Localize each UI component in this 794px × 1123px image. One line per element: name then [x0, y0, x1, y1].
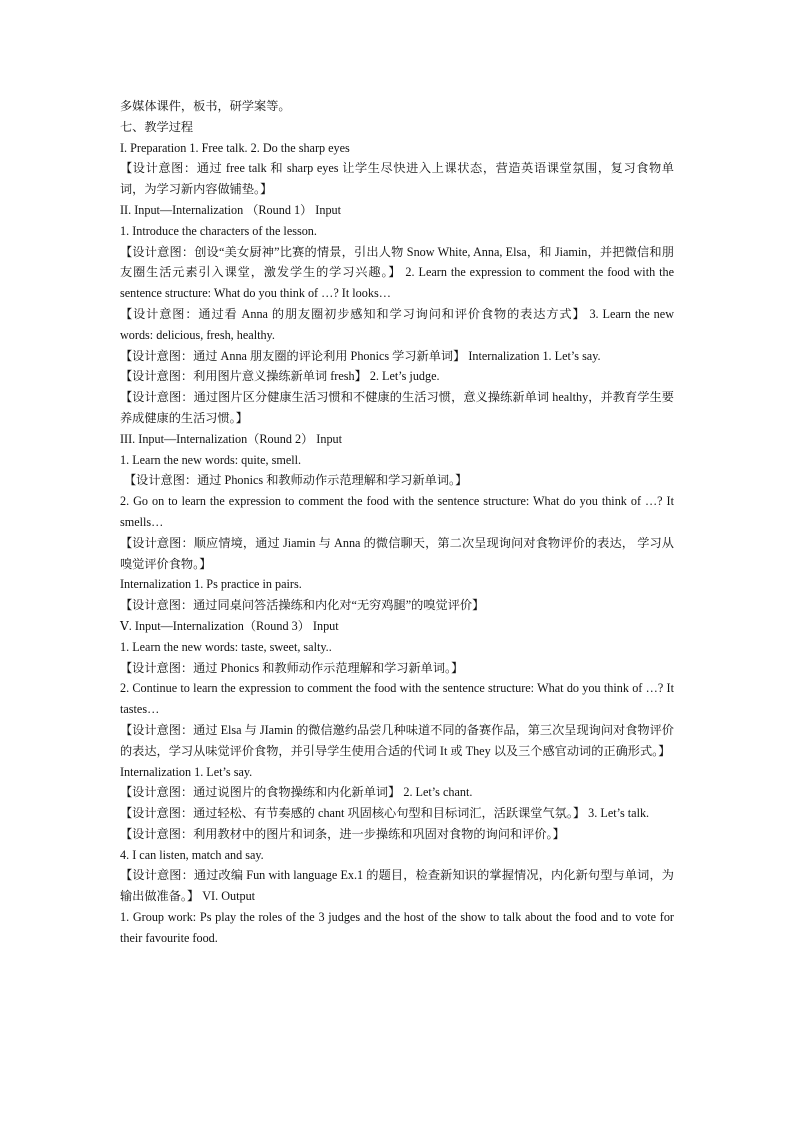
- step-smells: 2. Go on to learn the expression to comment the food with the sentence structure: What do you think of …? It smells…: [120, 494, 674, 529]
- design-intent-1: 【设计意图：通过 free talk 和 sharp eyes 让学生尽快进入上课状态，营造英语课堂氛围，复习食物单词，为学习新内容做铺垫。】: [120, 161, 674, 197]
- design-intent-5: 【设计意图：利用图片意义操练新单词 fresh】 2. Let’s judge.: [120, 369, 440, 384]
- step-tastes: 2. Continue to learn the expression to comment the food with the sentence structure: What do you think of …? It tastes…: [120, 681, 674, 717]
- step-learn-taste: 1. Learn the new words: taste, sweet, salty..: [120, 639, 332, 654]
- design-intent-11: 【设计意图：通过 Elsa 与 JIamin 的微信邀约品尝几种味道不同的备赛作品，第三次呈现询问对食物评价的表达，学习从味觉评价食物，并引导学生使用合适的代词 It 或 They 以及三个感官动词的正确形式。】: [120, 722, 674, 758]
- document-body: [120, 96, 674, 949]
- section-heading-teaching-process: 七、教学过程: [120, 119, 194, 134]
- design-intent-8: 【设计意图：顺应情境，通过 Jiamin 与 Anna 的微信聊天，第二次呈现询问对食物评价的表达， 学习从嗅觉评价食物。】: [120, 535, 674, 571]
- design-intent-10: 【设计意图：通过 Phonics 和教师动作示范理解和学习新单词。】: [120, 660, 464, 675]
- step-group-work: 1. Group work: Ps play the roles of the 3 judges and the host of the show to talk about the food and to vote for their favourite food.: [120, 910, 674, 945]
- stage-round-3: Ⅴ. Input—Internalization（Round 3） Input: [120, 618, 339, 633]
- step-lets-say: Internalization 1. Let’s say.: [120, 764, 253, 779]
- stage-round-1: II. Input—Internalization （Round 1） Input: [120, 202, 342, 217]
- step-learn-quite-smell: 1. Learn the new words: quite, smell.: [120, 452, 302, 467]
- design-intent-14: 【设计意图：利用教材中的图片和词条，进一步操练和巩固对食物的询问和评价。】: [120, 826, 565, 841]
- design-intent-6: 【设计意图：通过图片区分健康生活习惯和不健康的生活习惯，意义操练新单词 healthy，并教育学生要养成健康的生活习惯。】: [120, 390, 674, 425]
- design-intent-2: 【设计意图：创设“美女厨神”比赛的情景，引出人物 Snow White, Anna, Elsa，和 Jiamin，并把微信和朋友圈生活元素引入课堂，激发学生的学习兴趣。】 2. Learn the expression to comment the food with the sentence structure: What do you think of …? It looks…: [120, 244, 674, 301]
- design-intent-4: 【设计意图：通过 Anna 朋友圈的评论利用 Phonics 学习新单词】 Internalization 1. Let’s say.: [120, 348, 601, 363]
- step-listen-match-say: 4. I can listen, match and say.: [120, 847, 264, 862]
- step-practice-pairs: Internalization 1. Ps practice in pairs.: [120, 577, 302, 592]
- design-intent-7: 【设计意图：通过 Phonics 和教师动作示范理解和学习新单词。】: [124, 473, 468, 488]
- materials-line: 多媒体课件，板书，研学案等。: [120, 99, 291, 113]
- design-intent-15: 【设计意图：通过改编 Fun with language Ex.1 的题目，检查新知识的掌握情况，内化新句型与单词，为输出做准备。】 VI. Output: [120, 868, 674, 904]
- stage-round-2: III. Input—Internalization（Round 2） Input: [120, 431, 343, 446]
- design-intent-3: 【设计意图：通过看 Anna 的朋友圈初步感知和学习询问和评价食物的表达方式】 3. Learn the new words: delicious, fresh, healthy.: [120, 306, 674, 342]
- design-intent-9: 【设计意图：通过同桌问答活操练和内化对“无穷鸡腿”的嗅觉评价】: [120, 598, 485, 613]
- design-intent-13: 【设计意图：通过轻松、有节奏感的 chant 巩固核心句型和目标词汇，活跃课堂气氛。】 3. Let’s talk.: [120, 806, 650, 821]
- stage-preparation: I. Preparation 1. Free talk. 2. Do the sharp eyes: [120, 140, 350, 155]
- design-intent-12: 【设计意图：通过说图片的食物操练和内化新单词】 2. Let’s chant.: [120, 785, 473, 800]
- step-introduce-characters: 1. Introduce the characters of the lesson.: [120, 223, 317, 238]
